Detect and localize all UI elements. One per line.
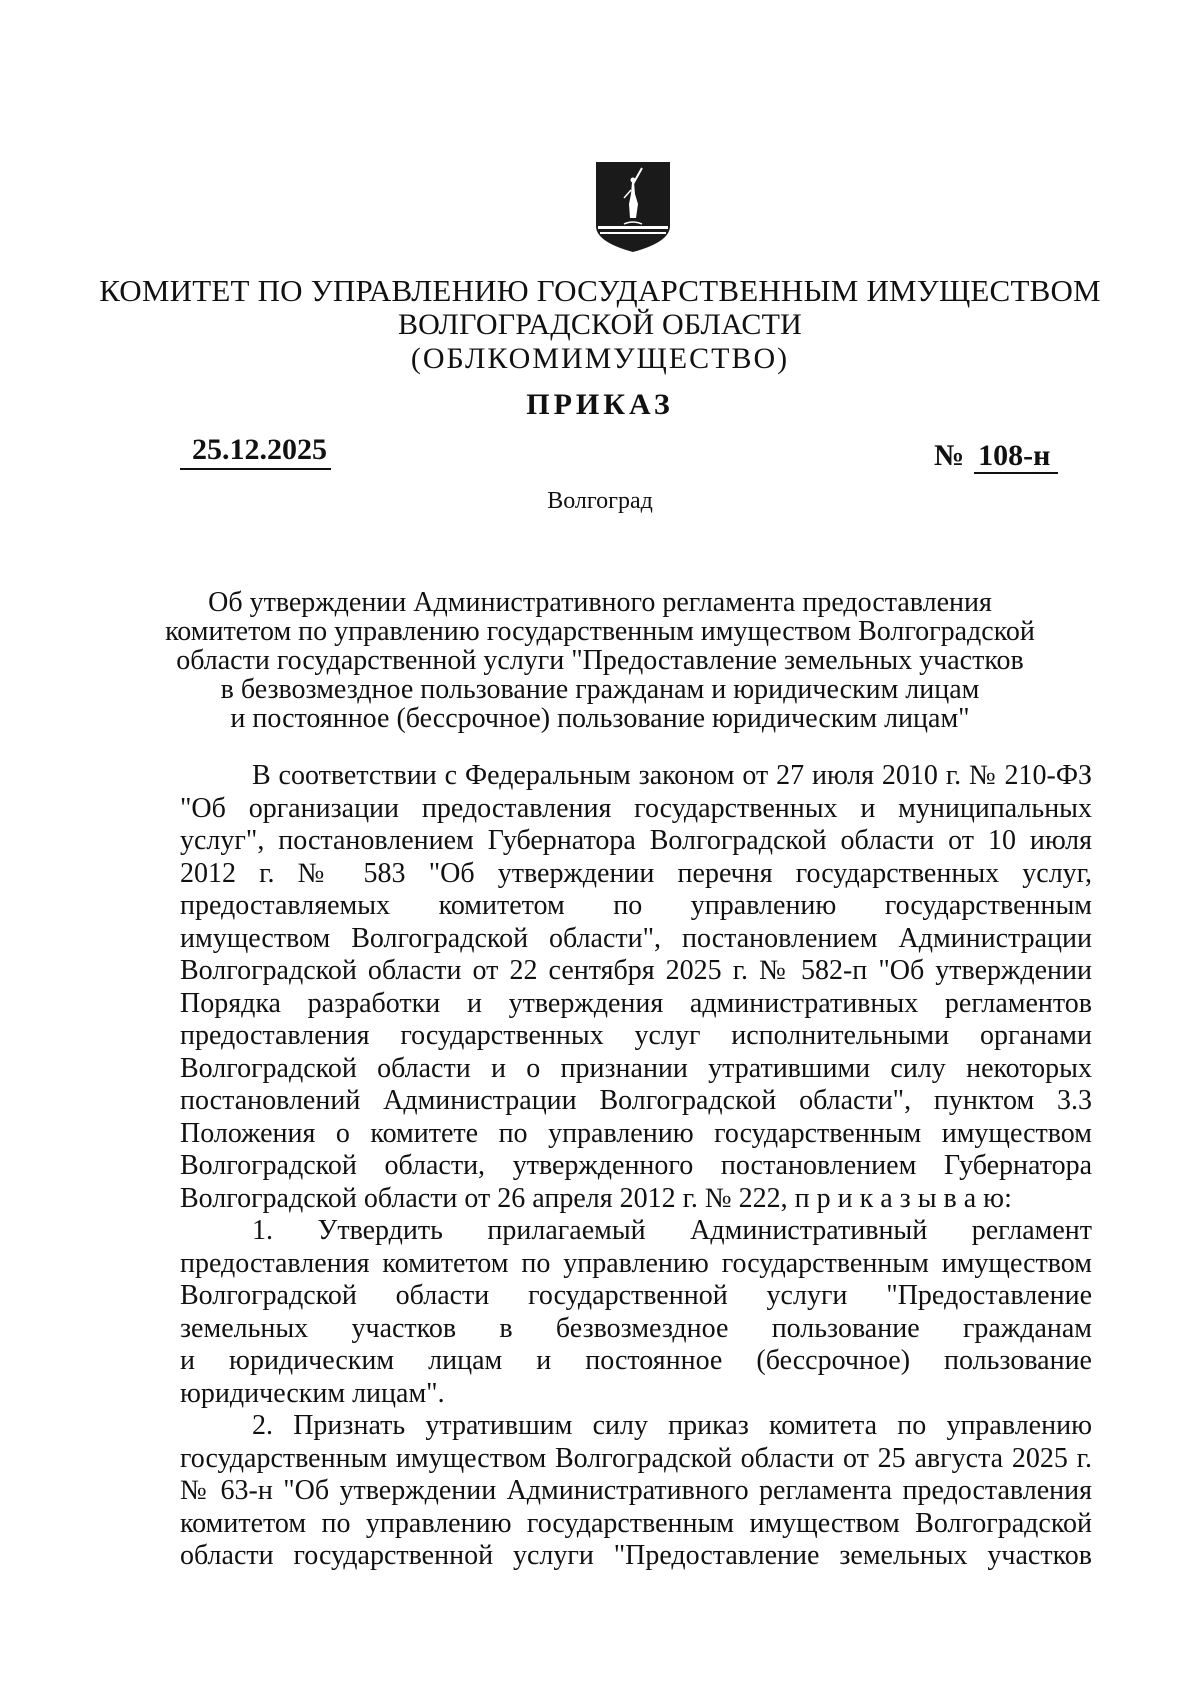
document-body xyxy=(180,760,1092,1573)
body-line: предоставления комитетом по управлению государственным имуществом xyxy=(180,1247,1092,1279)
body-line: предоставления государственных услуг исполнительными органами xyxy=(180,1020,1092,1051)
document-date: 25.12.2025 xyxy=(180,432,331,470)
body-line: имуществом Волгоградской области", постановлением Администрации xyxy=(180,922,1092,954)
body-line: 2012 г. № 583 "Об утверждении перечня государственных услуг, xyxy=(180,857,1092,889)
body-line: Волгоградской области государственной услуги "Предоставление xyxy=(180,1280,1092,1311)
document-city: Волгоград xyxy=(547,488,653,514)
body-line: "Об организации предоставления государственных и муниципальных xyxy=(180,792,1092,824)
body-line: В соответствии с Федеральным законом от 27 июля 2010 г. № 210-ФЗ xyxy=(252,760,1092,791)
body-line: юридическим лицам". xyxy=(180,1377,445,1409)
body-line: государственным имуществом Волгоградской области от 25 августа 2025 г. xyxy=(180,1442,1092,1474)
body-line: Волгоградской области от 22 сентября 2025 г. № 582-п "Об утверждении xyxy=(180,955,1092,986)
body-line: 1. Утвердить прилагаемый Административный регламент xyxy=(252,1215,1092,1246)
body-line: Волгоградской области, утвержденного постановлением Губернатора xyxy=(180,1150,1092,1181)
organization-name-line1: КОМИТЕТ ПО УПРАВЛЕНИЮ ГОСУДАРСТВЕННЫМ ИМУЩЕСТВОМ xyxy=(99,273,1101,308)
body-line: № 63-н "Об утверждении Административного регламента предоставления xyxy=(180,1475,1092,1506)
number-label: № xyxy=(934,439,965,472)
body-line: Волгоградской области от 26 апреля 2012 г. № 222, п р и к а з ы в а ю: xyxy=(180,1182,1012,1214)
body-line: земельных участков в безвозмездное пользование гражданам xyxy=(180,1312,1092,1344)
body-line: области государственной услуги "Предоставление земельных участков xyxy=(180,1540,1092,1571)
document-title: ПРИКАЗ xyxy=(526,388,674,421)
document-number: 108-н xyxy=(974,439,1058,474)
subject-line: в безвозмездное пользование гражданам и юридическим лицам xyxy=(220,674,980,705)
body-line: Положения о комитете по управлению государственным имуществом xyxy=(180,1117,1092,1149)
subject-line: комитетом по управлению государственным имуществом Волгоградской xyxy=(165,616,1035,647)
body-line: и юридическим лицам и постоянное (бессрочное) пользование xyxy=(180,1345,1092,1376)
body-line: постановлений Администрации Волгоградской области", пунктом 3.3 xyxy=(180,1085,1092,1116)
subject-line: Об утверждении Административного регламента предоставления xyxy=(208,587,992,618)
organization-name-line2: ВОЛГОГРАДСКОЙ ОБЛАСТИ xyxy=(397,308,803,341)
body-line: услуг", постановлением Губернатора Волгоградской области от 10 июля xyxy=(180,825,1092,856)
subject-line: и постоянное (бессрочное) пользование юридическим лицам" xyxy=(230,703,970,734)
body-line: 2. Признать утратившим силу приказ комитета по управлению xyxy=(252,1410,1092,1441)
body-line: Порядка разработки и утверждения административных регламентов xyxy=(180,987,1092,1019)
document-subject xyxy=(150,588,1050,733)
body-line: предоставляемых комитетом по управлению государственным xyxy=(180,890,1092,921)
subject-line: области государственной услуги "Предоставление земельных участков xyxy=(176,645,1024,676)
body-line: комитетом по управлению государственным имуществом Волгоградской xyxy=(180,1507,1092,1539)
coat-of-arms-emblem xyxy=(594,160,672,254)
organization-short-name: (ОБЛКОМИМУЩЕСТВО) xyxy=(410,342,790,375)
body-line: Волгоградской области и о признании утратившими силу некоторых xyxy=(180,1052,1092,1084)
document-number-block xyxy=(934,438,1058,474)
